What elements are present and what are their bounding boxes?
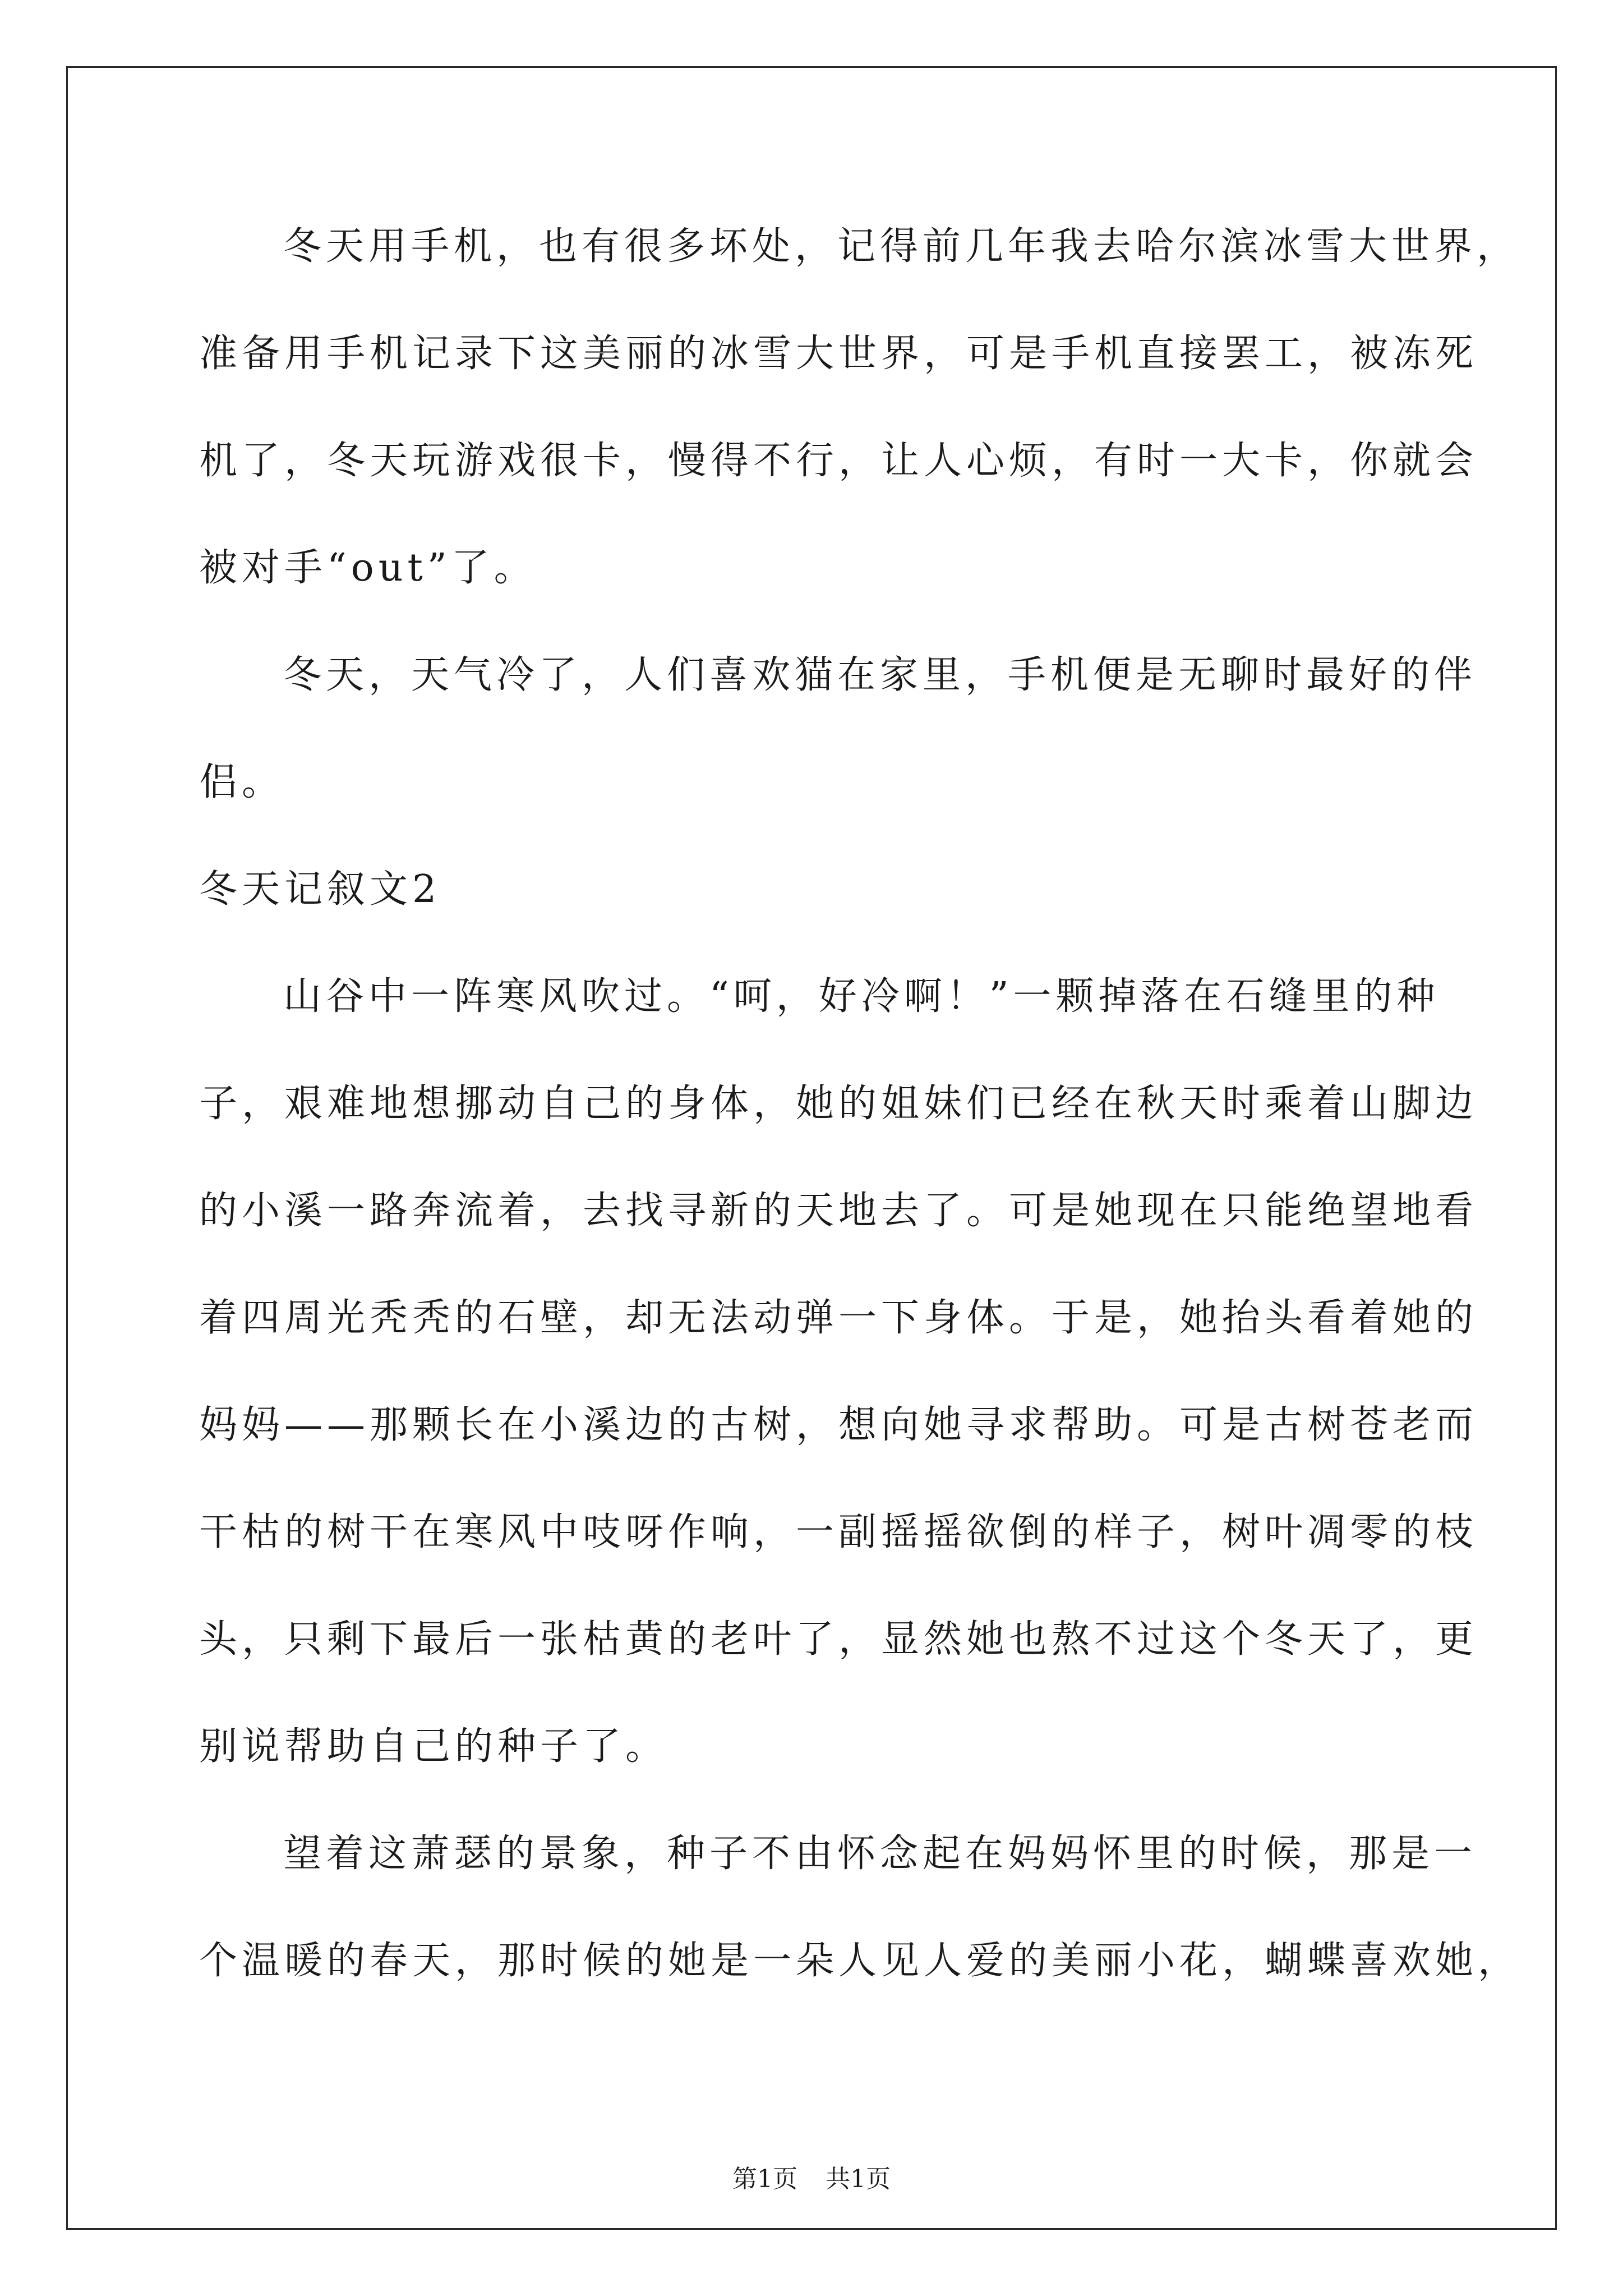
document-body [199,213,1521,2035]
text-line: 干枯的树干在寒风中吱呀作响，一副摇摇欲倒的样子，树叶凋零的枝 [199,1510,1478,1554]
text-line: 头，只剩下最后一张枯黄的老叶了，显然她也熬不过这个冬天了，更 [199,1617,1478,1662]
text-line: 准备用手机记录下这美丽的冰雪大世界，可是手机直接罢工，被冻死 [199,332,1478,376]
text-line: 的小溪一路奔流着，去找寻新的天地去了。可是她现在只能绝望地看 [199,1189,1478,1233]
text-line: 被对手“out”了。 [199,546,537,590]
text-line: 机了，冬天玩游戏很卡，慢得不行，让人心烦，有时一大卡，你就会 [199,439,1478,483]
text-line: 个温暖的春天，那时候的她是一朵人见人爱的美丽小花，蝴蝶喜欢她， [199,1939,1521,1983]
text-line: 冬天用手机，也有很多坏处，记得前几年我去哈尔滨冰雪大世界， [283,224,1520,269]
text-line: 望着这萧瑟的景象，种子不由怀念起在妈妈怀里的时候，那是一 [283,1832,1477,1876]
section-heading: 冬天记叙文2 [199,867,441,912]
text-line: 着四周光秃秃的石壁，却无法动弹一下身体。于是，她抬头看着她的 [199,1296,1478,1340]
text-line: 冬天，天气冷了，人们喜欢猫在家里，手机便是无聊时最好的伴 [283,653,1477,697]
text-line: 侣。 [199,760,285,804]
text-line: 妈妈——那颗长在小溪边的古树，想向她寻求帮助。可是古树苍老而 [199,1403,1478,1447]
page-footer [0,2162,1623,2196]
page-number: 第1页 [732,2165,797,2193]
text-line: 山谷中一阵寒风吹过。“呵，好冷啊！”一颗掉落在石缝里的种 [283,974,1440,1019]
page-total: 共1页 [826,2165,891,2193]
text-line: 子，艰难地想挪动自己的身体，她的姐妹们已经在秋天时乘着山脚边 [199,1082,1478,1126]
text-line: 别说帮助自己的种子了。 [199,1724,668,1769]
